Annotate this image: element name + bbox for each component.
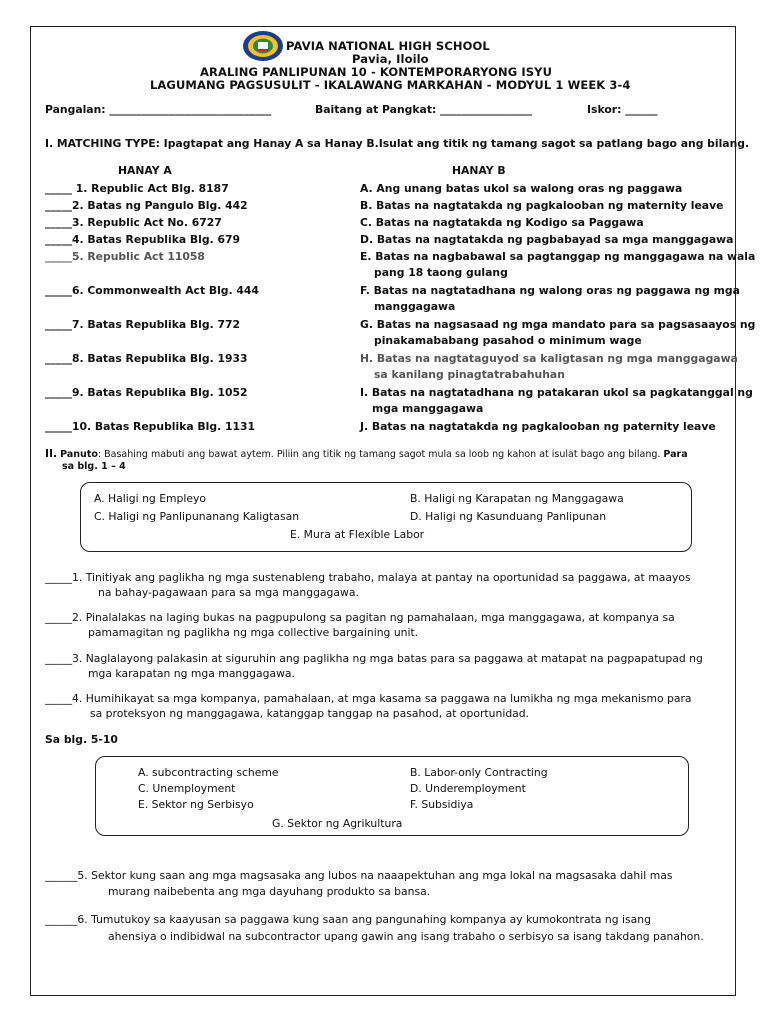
question-item[interactable]: _____3. Naglalayong palakasin at siguruhin ang paglikha ng mga batas para sa paggawa at matapat na pagpapatupad ng [45, 652, 703, 665]
hanay-b-item-cont: pinakamababang pasahod o minimum wage [374, 334, 642, 347]
hanay-a-title: HANAY A [118, 164, 172, 177]
hanay-b-item: F. Batas na nagtatadhana ng walong oras ng paggawa ng mga [360, 284, 740, 297]
choice-item: D. Underemployment [410, 782, 526, 795]
question-item-cont: pamamagitan ng paglikha ng mga collective bargaining unit. [88, 626, 419, 639]
para-label: Para [663, 449, 688, 460]
choice-item: C. Unemployment [138, 782, 236, 795]
hanay-a-item[interactable]: _____6. Commonwealth Act Blg. 444 [45, 284, 259, 297]
hanay-a-item[interactable]: _____2. Batas ng Pangulo Blg. 442 [45, 199, 248, 212]
choice-item: A. subcontracting scheme [138, 766, 279, 779]
choice-item: D. Haligi ng Kasunduang Panlipunan [410, 510, 607, 523]
choice-item: B. Labor-only Contracting [410, 766, 548, 779]
hanay-a-item[interactable]: _____8. Batas Republika Blg. 1933 [45, 352, 248, 365]
subject-title: ARALING PANLIPUNAN 10 - KONTEMPORARYONG ISYU [200, 65, 553, 79]
choice-item: C. Haligi ng Panlipunanang Kaligtasan [94, 510, 300, 523]
name-field[interactable]: Pangalan: ______________________________ [45, 103, 272, 116]
hanay-a-item[interactable]: _____9. Batas Republika Blg. 1052 [45, 386, 248, 399]
score-field[interactable]: Iskor: ______ [587, 103, 658, 116]
exam-title: LAGUMANG PAGSUSULIT - IKALAWANG MARKAHAN - MODYUL 1 WEEK 3-4 [150, 78, 631, 92]
question-item[interactable]: _____4. Humihikayat sa mga kompanya, pamahalaan, at mga kasama sa paggawa na lumikha ng mga mekanismo para [45, 692, 692, 705]
hanay-b-item: I. Batas na nagtatadhana ng patakaran ukol sa pagkatanggal ng [360, 386, 753, 399]
grade-section-field[interactable]: Baitang at Pangkat: _________________ [315, 103, 532, 116]
hanay-b-item: E. Batas na nagbabawal sa pagtanggap ng manggagawa na wala [360, 250, 756, 263]
hanay-b-item-cont: manggagawa [374, 300, 456, 313]
question-item[interactable]: ______6. Tumutukoy sa kaayusan sa paggawa kung saan ang pangunahing kompanya ay kumokontrata ng isang [45, 913, 651, 926]
question-item[interactable]: _____2. Pinalalakas na laging bukas na pagpupulong sa pagitan ng pamahalaan, mga manggagawa, at kompanya sa [45, 611, 675, 624]
choice-item: E. Sektor ng Serbisyo [138, 798, 254, 811]
choice-item: A. Haligi ng Empleyo [94, 492, 207, 505]
hanay-b-item: D. Batas na nagtatakda ng pagbabayad sa mga manggagawa [360, 233, 734, 246]
hanay-b-item: B. Batas na nagtatakda ng pagkalooban ng maternity leave [360, 199, 724, 212]
hanay-b-title: HANAY B [452, 164, 506, 177]
part2-instruction [45, 447, 688, 460]
hanay-b-item-cont: mga manggagawa [372, 402, 484, 415]
school-location: Pavia, Iloilo [352, 52, 429, 66]
part2-number: II. [45, 447, 58, 460]
hanay-a-item[interactable]: _____3. Republic Act No. 6727 [45, 216, 222, 229]
hanay-b-item-cont: sa kanilang pinagtatrabahuhan [374, 368, 565, 381]
section-range-label: Sa blg. 5-10 [45, 733, 118, 746]
choice-item: B. Haligi ng Karapatan ng Manggagawa [410, 492, 624, 505]
question-item-cont: mga karapatan ng mga manggagawa. [88, 667, 295, 680]
hanay-a-item[interactable]: _____10. Batas Republika Blg. 1131 [45, 420, 256, 433]
hanay-a-item[interactable]: _____4. Batas Republika Blg. 679 [45, 233, 240, 246]
question-item-cont: sa proteksyon ng manggagawa, katanggap tanggap na pasahod, at oportunidad. [90, 707, 530, 720]
panuto-text: : Basahing mabuti ang bawat aytem. Piliin ang titik ng tamang sagot mula sa loob ng kahon at isulat bago ang bilang. [97, 449, 661, 460]
panuto-label: Panuto [60, 449, 98, 460]
question-item[interactable]: _____1. Tinitiyak ang paglikha ng mga sustenableng trabaho, malaya at pantay na oportunidad sa paggawa, at maayos [45, 571, 691, 584]
question-item-cont: murang naibebenta ang mga dayuhang produkto sa bansa. [108, 885, 431, 898]
hanay-b-item-cont: pang 18 taong gulang [374, 266, 508, 279]
choice-item: F. Subsidiya [410, 798, 474, 811]
school-name: PAVIA NATIONAL HIGH SCHOOL [286, 39, 490, 53]
hanay-b-item: C. Batas na nagtatakda ng Kodigo sa Paggawa [360, 216, 644, 229]
hanay-b-item: G. Batas na nagsasaad ng mga mandato para sa pagsasaayos ng [360, 318, 756, 331]
question-item-cont: na bahay-pagawaan para sa mga manggagawa. [98, 586, 359, 599]
hanay-b-item: J. Batas na nagtatakda ng pagkalooban ng paternity leave [360, 420, 716, 433]
part1-instruction: I. MATCHING TYPE: Ipagtapat ang Hanay A sa Hanay B.Isulat ang titik ng tamang sagot sa patlang bago ang bilang. [45, 137, 750, 150]
hanay-b-item: H. Batas na nagtataguyod sa kaligtasan ng mga manggagawa [360, 352, 738, 365]
school-seal-icon [241, 30, 285, 62]
question-item-cont: ahensiya o indibidwal na subcontractor upang gawin ang isang trabaho o serbisyo sa isang takdang panahon. [108, 930, 704, 943]
question-item[interactable]: ______5. Sektor kung saan ang mga magsasaka ang lubos na naaapektuhan ang mga lokal na magsasaka dahil mas [45, 869, 673, 882]
hanay-a-item[interactable]: _____7. Batas Republika Blg. 772 [45, 318, 240, 331]
hanay-a-item[interactable]: _____5. Republic Act 11058 [45, 250, 205, 263]
part2-range: sa blg. 1 – 4 [62, 461, 126, 472]
choice-item: E. Mura at Flexible Labor [290, 528, 425, 541]
hanay-a-item[interactable]: _____ 1. Republic Act Blg. 8187 [45, 182, 229, 195]
choice-item: G. Sektor ng Agrikultura [272, 817, 403, 830]
hanay-b-item: A. Ang unang batas ukol sa walong oras ng paggawa [360, 182, 683, 195]
